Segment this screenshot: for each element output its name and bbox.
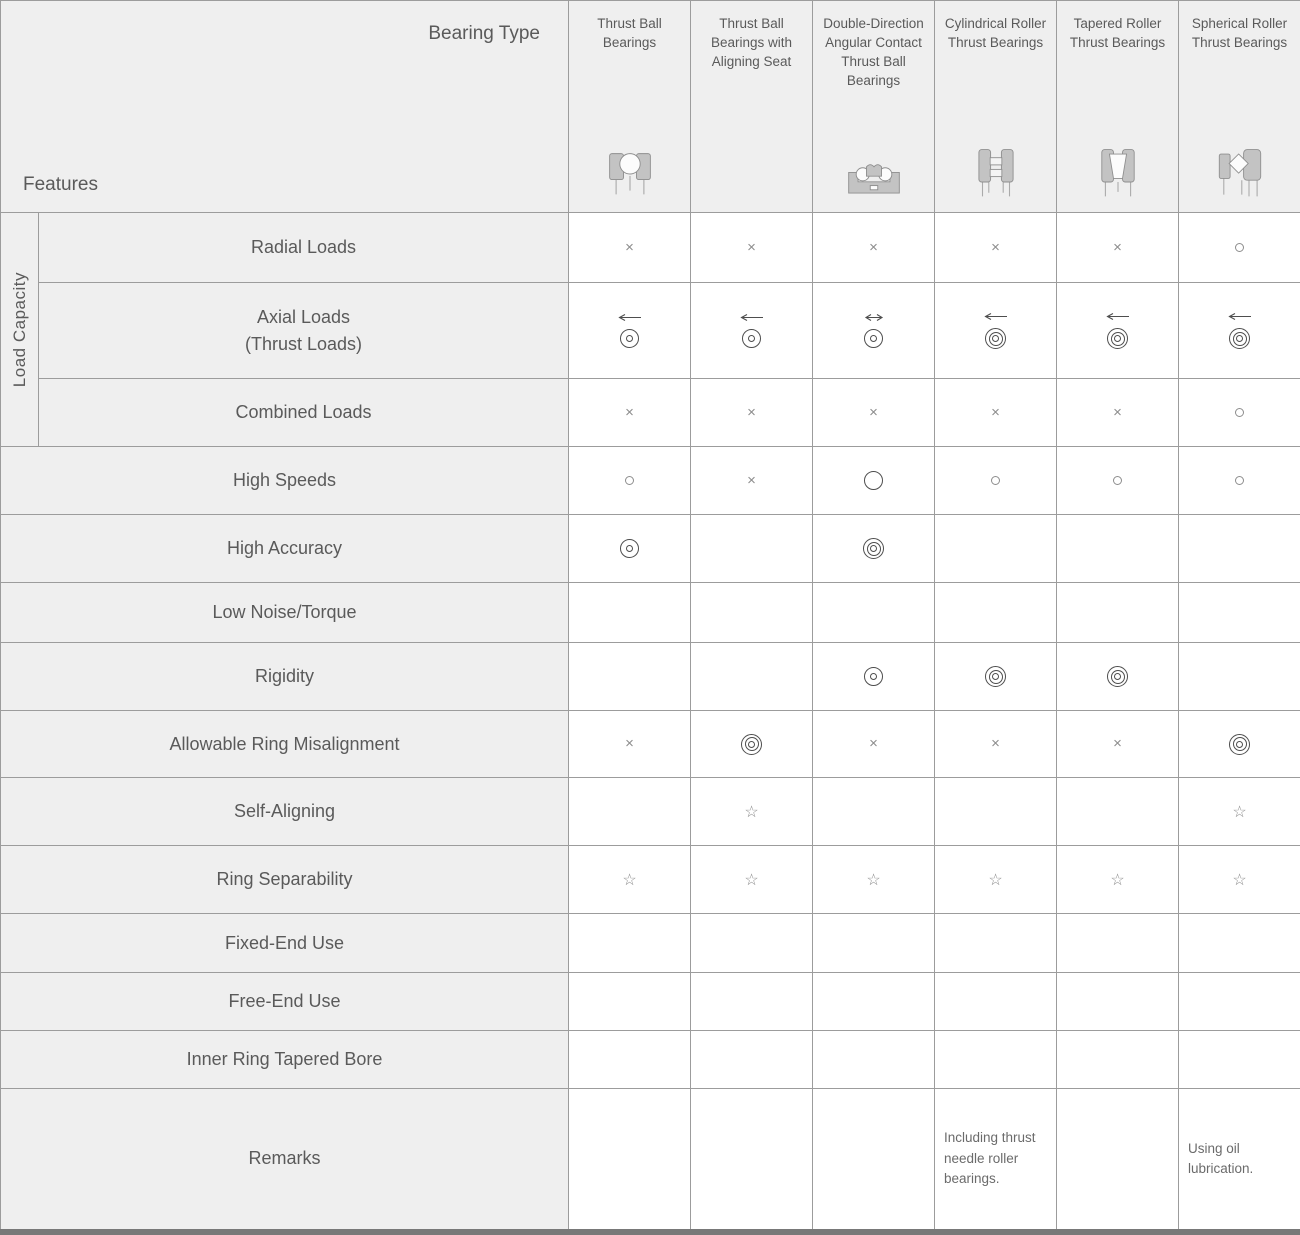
symbol-cell (935, 643, 1057, 711)
symbol-cell (1179, 583, 1300, 643)
features-label: Features (23, 174, 98, 196)
star-icon: ☆ (744, 872, 758, 889)
feature-label-text: Radial Loads (51, 234, 556, 261)
symbol-cell (1179, 447, 1300, 515)
feature-label-text: Ring Separability (13, 866, 556, 893)
symbol-cell (569, 515, 691, 583)
symbol-cell (569, 583, 691, 643)
symbol-cell (691, 213, 813, 283)
symbol-cell (813, 213, 935, 283)
star-icon: ☆ (744, 804, 758, 821)
column-header-thrust-ball-bearings (569, 1, 691, 213)
large-circle-icon (864, 471, 883, 490)
symbol-cell (935, 711, 1057, 778)
symbol-cell (1179, 711, 1300, 778)
symbol-cell (813, 447, 935, 515)
symbol-cell (691, 643, 813, 711)
cross-icon: × (625, 735, 634, 752)
feature-label-text: High Accuracy (13, 535, 556, 562)
table-row (1, 283, 1300, 379)
table-row (1, 515, 1300, 583)
double-circle-icon (742, 329, 761, 348)
double-circle-icon (620, 329, 639, 348)
symbol-cell (569, 846, 691, 914)
feature-label (1, 846, 569, 914)
cross-icon: × (869, 404, 878, 421)
arrow-double-icon (863, 313, 885, 322)
column-header-cylindrical-roller (935, 1, 1057, 213)
symbol-cell (1057, 515, 1179, 583)
triple-circle-icon (1229, 734, 1250, 755)
symbol-cell (569, 1089, 691, 1232)
symbol-cell (569, 379, 691, 447)
axial-load-symbol (569, 313, 690, 348)
table-row (1, 213, 1300, 283)
feature-label-text: Low Noise/Torque (13, 599, 556, 626)
small-circle-icon (1113, 476, 1122, 485)
symbol-cell (935, 914, 1057, 973)
cross-icon: × (625, 404, 634, 421)
symbol-cell (1057, 846, 1179, 914)
cross-icon: × (869, 239, 878, 256)
double-circle-icon (864, 667, 883, 686)
symbol-cell (935, 283, 1057, 379)
symbol-cell (691, 283, 813, 379)
arrow-left-icon (616, 313, 643, 322)
table-row (1, 973, 1300, 1031)
column-header-label: Tapered Roller Thrust Bearings (1062, 14, 1173, 52)
symbol-cell (569, 914, 691, 973)
symbol-cell (935, 778, 1057, 846)
feature-label-text: Free-End Use (13, 988, 556, 1015)
thrust-ball-bearings-icon (605, 148, 655, 200)
feature-table-body (1, 1, 1300, 1232)
column-header-thrust-ball-bearings-aligning-seat (691, 1, 813, 213)
small-circle-icon (1235, 243, 1244, 252)
column-header-label: Double-Direction Angular Contact Thrust Ball Bearings (818, 14, 929, 91)
small-circle-icon (1235, 476, 1244, 485)
symbol-cell (813, 515, 935, 583)
double-circle-icon (620, 539, 639, 558)
triple-circle-icon (1107, 666, 1128, 687)
column-header-label: Thrust Ball Bearings (574, 14, 685, 52)
header-row (1, 1, 1300, 213)
symbol-cell (1057, 711, 1179, 778)
symbol-cell (1057, 447, 1179, 515)
spherical-roller-thrust-bearings-icon (1214, 146, 1266, 200)
cross-icon: × (1113, 239, 1122, 256)
feature-label (1, 447, 569, 515)
symbol-cell (1179, 914, 1300, 973)
feature-label-text: Allowable Ring Misalignment (13, 731, 556, 758)
feature-label (39, 379, 569, 447)
feature-label-text: Axial Loads (51, 304, 556, 331)
symbol-cell (1057, 643, 1179, 711)
small-circle-icon (625, 476, 634, 485)
feature-label (1, 515, 569, 583)
star-icon: ☆ (1110, 872, 1124, 889)
triple-circle-icon (985, 666, 1006, 687)
arrow-left-icon (982, 312, 1009, 321)
triple-circle-icon (1107, 328, 1128, 349)
feature-label (1, 1031, 569, 1089)
symbol-cell (935, 447, 1057, 515)
remark-text: Including thrust needle roller bearings. (935, 1124, 1056, 1193)
double-circle-icon (864, 329, 883, 348)
load-capacity-group-label (1, 213, 39, 447)
column-header-label: Cylindrical Roller Thrust Bearings (940, 14, 1051, 52)
feature-label-text: Fixed-End Use (13, 930, 556, 957)
arrow-left-icon (738, 313, 765, 322)
symbol-cell (691, 778, 813, 846)
symbol-cell (691, 1031, 813, 1089)
symbol-cell (813, 973, 935, 1031)
symbol-cell (691, 447, 813, 515)
feature-label (1, 643, 569, 711)
load-capacity-group-label-text: Load Capacity (10, 272, 30, 387)
symbol-cell (935, 1089, 1057, 1232)
triple-circle-icon (741, 734, 762, 755)
symbol-cell (1179, 1031, 1300, 1089)
symbol-cell (569, 213, 691, 283)
star-icon: ☆ (1232, 804, 1246, 821)
symbol-cell (691, 846, 813, 914)
feature-label (1, 583, 569, 643)
symbol-cell (691, 1089, 813, 1232)
table-row (1, 1031, 1300, 1089)
bearing-type-label: Bearing Type (428, 23, 540, 45)
axial-load-symbol (1057, 312, 1178, 349)
symbol-cell (569, 643, 691, 711)
symbol-cell (1179, 778, 1300, 846)
cross-icon: × (991, 404, 1000, 421)
symbol-cell (691, 914, 813, 973)
symbol-cell (569, 778, 691, 846)
cross-icon: × (869, 735, 878, 752)
symbol-cell (691, 973, 813, 1031)
feature-label-text: Combined Loads (51, 399, 556, 426)
table-row (1, 711, 1300, 778)
symbol-cell (813, 379, 935, 447)
cross-icon: × (625, 239, 634, 256)
column-header-double-direction-angular-contact (813, 1, 935, 213)
cross-icon: × (1113, 404, 1122, 421)
symbol-cell (813, 711, 935, 778)
table-row (1, 778, 1300, 846)
double-direction-angular-contact-thrust-ball-bearings-icon (844, 158, 904, 200)
symbol-cell (569, 447, 691, 515)
star-icon: ☆ (988, 872, 1002, 889)
remark-text: Using oil lubrication. (1179, 1135, 1300, 1184)
symbol-cell (813, 283, 935, 379)
symbol-cell (691, 515, 813, 583)
symbol-cell (813, 1031, 935, 1089)
axial-load-symbol (1179, 312, 1300, 349)
tapered-roller-thrust-bearings-icon (1094, 146, 1142, 200)
small-circle-icon (991, 476, 1000, 485)
symbol-cell (813, 583, 935, 643)
symbol-cell (1179, 213, 1300, 283)
axial-load-symbol (691, 313, 812, 348)
feature-label-text: Rigidity (13, 663, 556, 690)
feature-label-text: Inner Ring Tapered Bore (13, 1046, 556, 1073)
cross-icon: × (747, 239, 756, 256)
star-icon: ☆ (622, 872, 636, 889)
table-row (1, 914, 1300, 973)
cross-icon: × (991, 735, 1000, 752)
symbol-cell (935, 846, 1057, 914)
symbol-cell (813, 846, 935, 914)
feature-label (39, 283, 569, 379)
feature-label (1, 973, 569, 1031)
symbol-cell (813, 914, 935, 973)
symbol-cell (1179, 643, 1300, 711)
symbol-cell (569, 1031, 691, 1089)
feature-label (1, 914, 569, 973)
column-header-label: Thrust Ball Bearings with Aligning Seat (696, 14, 807, 71)
symbol-cell (1057, 778, 1179, 846)
symbol-cell (813, 1089, 935, 1232)
symbol-cell (935, 379, 1057, 447)
symbol-cell (1057, 583, 1179, 643)
cross-icon: × (1113, 735, 1122, 752)
symbol-cell (1057, 973, 1179, 1031)
feature-label-text: Remarks (13, 1145, 556, 1172)
table-row (1, 379, 1300, 447)
symbol-cell (1057, 213, 1179, 283)
column-header-tapered-roller (1057, 1, 1179, 213)
symbol-cell (1057, 379, 1179, 447)
table-row (1, 1089, 1300, 1232)
symbol-cell (935, 583, 1057, 643)
symbol-cell (813, 643, 935, 711)
table-row (1, 447, 1300, 515)
small-circle-icon (1235, 408, 1244, 417)
symbol-cell (691, 711, 813, 778)
symbol-cell (1057, 1031, 1179, 1089)
triple-circle-icon (1229, 328, 1250, 349)
symbol-cell (1057, 914, 1179, 973)
symbol-cell (935, 973, 1057, 1031)
cross-icon: × (747, 404, 756, 421)
cross-icon: × (747, 472, 756, 489)
feature-label (39, 213, 569, 283)
cross-icon: × (991, 239, 1000, 256)
table-row (1, 846, 1300, 914)
symbol-cell (691, 379, 813, 447)
column-header-label: Spherical Roller Thrust Bearings (1184, 14, 1295, 52)
symbol-cell (1179, 283, 1300, 379)
symbol-cell (1057, 1089, 1179, 1232)
feature-label-text: High Speeds (13, 467, 556, 494)
axial-load-symbol (935, 312, 1056, 349)
symbol-cell (935, 1031, 1057, 1089)
symbol-cell (1057, 283, 1179, 379)
symbol-cell (569, 283, 691, 379)
symbol-cell (1179, 379, 1300, 447)
arrow-left-icon (1104, 312, 1131, 321)
feature-label (1, 711, 569, 778)
feature-sublabel-text: (Thrust Loads) (51, 331, 556, 358)
symbol-cell (569, 711, 691, 778)
triple-circle-icon (985, 328, 1006, 349)
star-icon: ☆ (866, 872, 880, 889)
cylindrical-roller-thrust-bearings-icon (972, 146, 1020, 200)
symbol-cell (935, 515, 1057, 583)
symbol-cell (1179, 973, 1300, 1031)
symbol-cell (935, 213, 1057, 283)
column-header-spherical-roller (1179, 1, 1300, 213)
triple-circle-icon (863, 538, 884, 559)
feature-label (1, 1089, 569, 1232)
table-row (1, 643, 1300, 711)
table-corner-cell (1, 1, 569, 213)
feature-label (1, 778, 569, 846)
table-row (1, 583, 1300, 643)
symbol-cell (1179, 515, 1300, 583)
symbol-cell (569, 973, 691, 1031)
star-icon: ☆ (1232, 872, 1246, 889)
feature-label-text: Self-Aligning (13, 798, 556, 825)
axial-load-symbol (813, 313, 934, 348)
symbol-cell (1179, 1089, 1300, 1232)
arrow-left-icon (1226, 312, 1253, 321)
symbol-cell (691, 583, 813, 643)
symbol-cell (1179, 846, 1300, 914)
symbol-cell (813, 778, 935, 846)
